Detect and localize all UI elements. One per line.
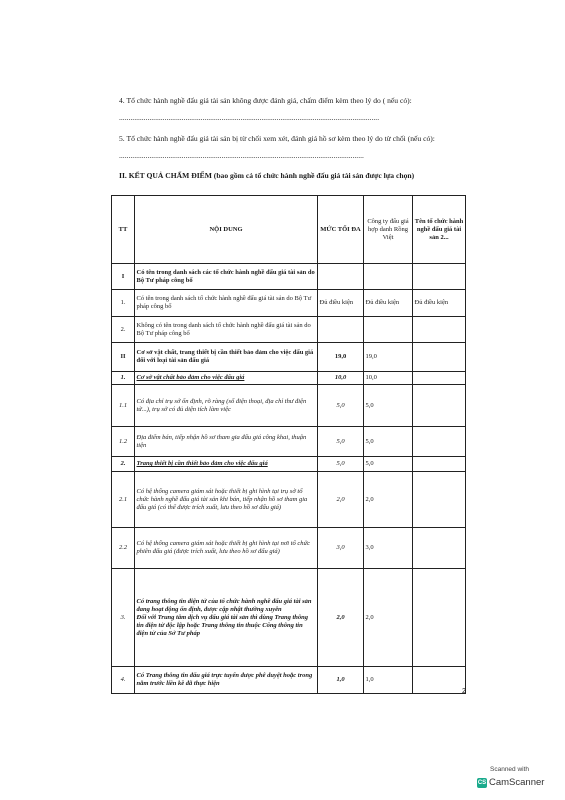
header-org-1: Công ty đấu giá hợp danh Rồng Việt xyxy=(364,196,413,264)
row-org-1 xyxy=(364,317,413,343)
row-content: Có hệ thống camera giám sát hoặc thiết bị ghi hình tại nơi tổ chức phiên đấu giá (được trích xuất, lưu theo hồ sơ đấu giá) xyxy=(135,528,318,569)
row-max: 5,0 xyxy=(318,457,364,472)
row-org-1: 3,0 xyxy=(364,528,413,569)
row-max: 2,0 xyxy=(318,472,364,528)
table-row xyxy=(112,427,466,457)
page-number: 2 xyxy=(462,688,466,695)
paragraph-4: 4. Tổ chức hành nghề đấu giá tài sản không được đánh giá, chấm điểm kèm theo lý do ( nếu có): ......................................................................................................................................... xyxy=(119,96,412,122)
row-org-2 xyxy=(413,472,466,528)
row-max: 1,0 xyxy=(318,667,364,694)
watermark-line-2: CamScanner xyxy=(489,777,545,788)
row-content xyxy=(135,569,318,667)
row-org-2 xyxy=(413,457,466,472)
camscanner-logo-icon: CS xyxy=(477,780,487,786)
table-row xyxy=(112,290,466,317)
row-org-1: 5,0 xyxy=(364,385,413,427)
row-org-2: Đủ điều kiện xyxy=(413,290,466,317)
table-row xyxy=(112,457,466,472)
row-tt: 2.1 xyxy=(112,472,135,528)
row-org-1: 19,0 xyxy=(364,343,413,372)
row-org-2 xyxy=(413,427,466,457)
camscanner-watermark xyxy=(476,764,554,794)
row-org-1: 5,0 xyxy=(364,457,413,472)
header-content: NỘI DUNG xyxy=(135,196,318,264)
row-max: 5,0 xyxy=(318,427,364,457)
header-tt: TT xyxy=(112,196,135,264)
row-org-2 xyxy=(413,317,466,343)
row-content: Có tên trong danh sách các tổ chức hành nghề đấu giá tài sản do Bộ Tư pháp công bố xyxy=(135,264,318,290)
row-org-2 xyxy=(413,264,466,290)
table-row xyxy=(112,264,466,290)
row-tt: 1. xyxy=(112,290,135,317)
row-tt: I xyxy=(112,264,135,290)
row-content: Có tên trong danh sách tổ chức hành nghề đấu giá tài sản do Bộ Tư pháp công bố xyxy=(135,290,318,317)
row-content: Có Trang thông tin đấu giá trực tuyến được phê duyệt hoặc trong năm trước liền kề đã thực hiện xyxy=(135,667,318,694)
row-org-1: 1,0 xyxy=(364,667,413,694)
table-row xyxy=(112,385,466,427)
row-tt: 1. xyxy=(112,372,135,385)
table-row xyxy=(112,569,466,667)
row-org-1: 2,0 xyxy=(364,472,413,528)
row-org-1: 5,0 xyxy=(364,427,413,457)
score-table xyxy=(111,195,466,694)
row-tt: 1.2 xyxy=(112,427,135,457)
header-max-score: MỨC TỐI ĐA xyxy=(318,196,364,264)
table-row xyxy=(112,372,466,385)
table-header-row xyxy=(112,196,466,264)
row-max: 3,0 xyxy=(318,528,364,569)
row-max: Đủ điều kiện xyxy=(318,290,364,317)
row-tt: 2.2 xyxy=(112,528,135,569)
table-row xyxy=(112,528,466,569)
row-content: Có hệ thống camera giám sát hoặc thiết bị ghi hình tại trụ sở tổ chức hành nghề đấu giá tài sản khi bán, tiếp nhận hồ sơ tham gia đấu giá (có thể được trích xuất, lưu theo hồ sơ đấu giá) xyxy=(135,472,318,528)
table-row xyxy=(112,317,466,343)
row-org-2 xyxy=(413,528,466,569)
row-org-2 xyxy=(413,343,466,372)
table-row xyxy=(112,667,466,694)
row-max: 2,0 xyxy=(318,569,364,667)
section-title: II. KẾT QUẢ CHẤM ĐIỂM (bao gồm cả tổ chức hành nghề đấu giá tài sản được lựa chọn) xyxy=(119,171,415,180)
row-content: Trang thiết bị cần thiết bảo đảm cho việc đấu giá xyxy=(135,457,318,472)
row-org-1: 2,0 xyxy=(364,569,413,667)
row-org-1 xyxy=(364,264,413,290)
header-org-2: Tên tổ chức hành nghề đấu giá tài sản 2... xyxy=(413,196,466,264)
row-tt: 1.1 xyxy=(112,385,135,427)
row-org-2 xyxy=(413,385,466,427)
table-row xyxy=(112,343,466,372)
row-tt: 4. xyxy=(112,667,135,694)
row-tt: 2. xyxy=(112,317,135,343)
row-content: Cơ sở vật chất bảo đảm cho việc đấu giá xyxy=(135,372,318,385)
row-org-2 xyxy=(413,372,466,385)
table-row xyxy=(112,472,466,528)
row-org-2 xyxy=(413,667,466,694)
row-max xyxy=(318,317,364,343)
row-org-1: Đủ điều kiện xyxy=(364,290,413,317)
paragraph-5: 5. Tổ chức hành nghề đấu giá tài sản bị từ chối xem xét, đánh giá hồ sơ kèm theo lý do từ chối (nếu có): ................................................................................................................................. xyxy=(119,134,435,160)
row-max: 10,0 xyxy=(318,372,364,385)
row-tt: II xyxy=(112,343,135,372)
row-max xyxy=(318,264,364,290)
watermark-line-1: Scanned with xyxy=(490,766,530,773)
row-org-2 xyxy=(413,569,466,667)
row-content-note: Đối với Trung tâm dịch vụ đấu giá tài sản thì dùng Trang thông tin điện tử độc lập hoặc Trang thông tin thuộc Cổng thông tin điện tử của Sở Tư pháp xyxy=(136,613,309,637)
row-max: 5,0 xyxy=(318,385,364,427)
row-content: Địa điểm bán, tiếp nhận hồ sơ tham gia đấu giá công khai, thuận tiện xyxy=(135,427,318,457)
row-tt: 3. xyxy=(112,569,135,667)
row-content-main: Có trang thông tin điện tử của tổ chức hành nghề đấu giá tài sản đang hoạt động ổn định, được cập nhật thường xuyên xyxy=(136,597,312,613)
row-content: Có địa chỉ trụ sở ổn định, rõ ràng (số điện thoại, địa chỉ thư điện tử...), trụ sở có đủ diện tích làm việc xyxy=(135,385,318,427)
row-content: Không có tên trong danh sách tổ chức hành nghề đấu giá tài sản do Bộ Tư pháp công bố xyxy=(135,317,318,343)
row-content: Cơ sở vật chất, trang thiết bị cần thiết bảo đảm cho việc đấu giá đối với loại tài sản đấu giá xyxy=(135,343,318,372)
row-max: 19,0 xyxy=(318,343,364,372)
row-tt: 2. xyxy=(112,457,135,472)
row-org-1: 10,0 xyxy=(364,372,413,385)
